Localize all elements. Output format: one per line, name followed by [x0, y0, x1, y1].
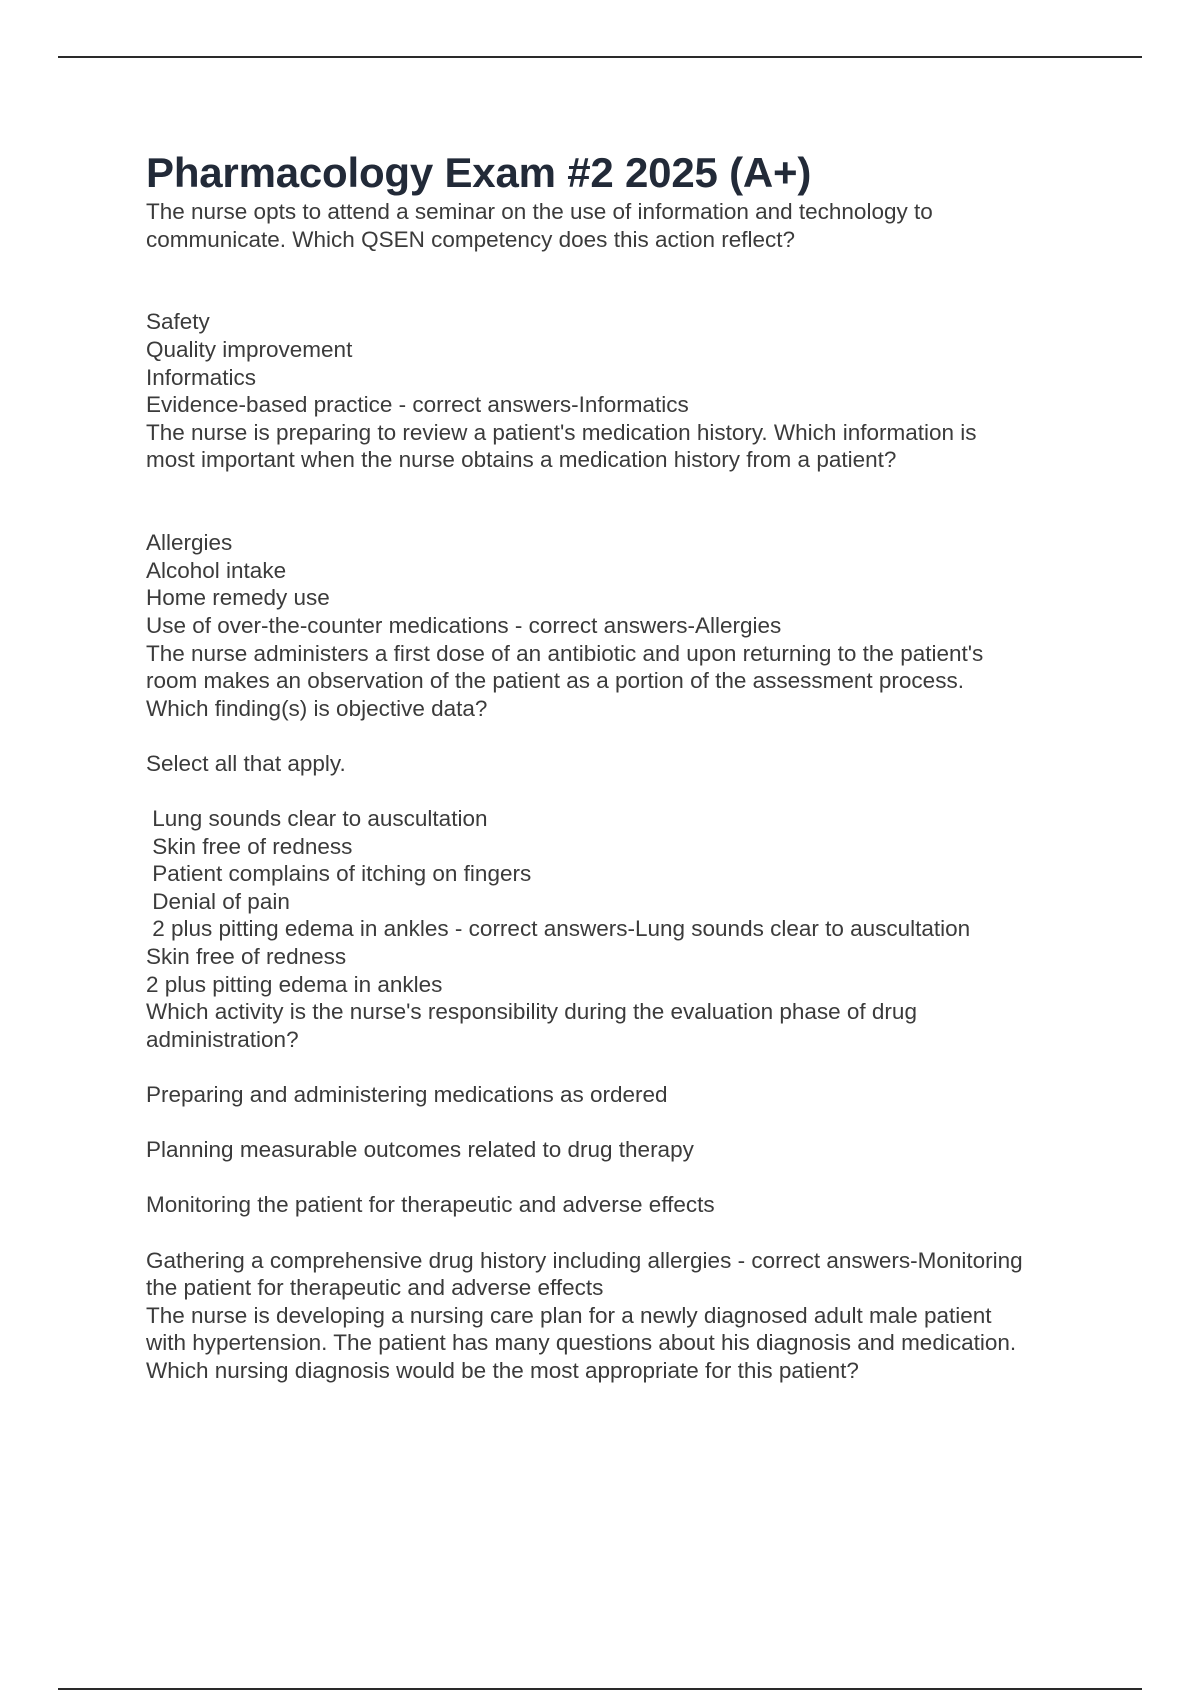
answer-option: Skin free of redness: [146, 944, 347, 970]
question-text: Which finding(s) is objective data?: [146, 695, 488, 721]
question-text: administration?: [146, 1026, 299, 1052]
answer-option: Quality improvement: [146, 336, 353, 362]
answer-option: Informatics: [146, 364, 257, 390]
answer-option: Use of over-the-counter medications - correct answers-Allergies: [146, 612, 782, 638]
question-text: The nurse is developing a nursing care plan for a newly diagnosed adult male patient: [146, 1302, 992, 1328]
answer-option: Home remedy use: [146, 585, 330, 611]
question-text: The nurse administers a first dose of an antibiotic and upon returning to the patient's: [146, 640, 984, 666]
question-text: Which nursing diagnosis would be the most appropriate for this patient?: [146, 1357, 859, 1383]
answer-option: Preparing and administering medications as ordered: [146, 1082, 668, 1107]
question-text: room makes an observation of the patient as a portion of the assessment process.: [146, 668, 964, 694]
answer-option: Alcohol intake: [146, 557, 287, 583]
question-text: The nurse opts to attend a seminar on the use of information and technology to: [146, 199, 933, 224]
answer-option: Denial of pain: [146, 888, 290, 914]
answer-option: Lung sounds clear to auscultation: [146, 806, 488, 832]
answer-option: Patient complains of itching on fingers: [146, 861, 532, 887]
question-text: with hypertension. The patient has many questions about his diagnosis and medication.: [146, 1330, 1017, 1356]
answer-option: Safety: [146, 309, 210, 335]
question-2: [146, 419, 1096, 640]
answer-option: Skin free of redness: [146, 833, 353, 859]
page-content: [146, 148, 1096, 1385]
answer-option: Planning measurable outcomes related to drug therapy: [146, 1137, 694, 1163]
question-text: Which activity is the nurse's responsibility during the evaluation phase of drug: [146, 999, 917, 1025]
answer-option: 2 plus pitting edema in ankles - correct answers-Lung sounds clear to auscultation: [146, 916, 971, 942]
page-title: Pharmacology Exam #2 2025 (A+): [146, 149, 812, 196]
answer-option: the patient for therapeutic and adverse effects: [146, 1275, 604, 1301]
answer-option: Gathering a comprehensive drug history including allergies - correct answers-Monitoring: [146, 1247, 1023, 1273]
answer-option: Allergies: [146, 530, 233, 556]
exam-body: [146, 198, 1096, 1385]
question-text: communicate. Which QSEN competency does this action reflect?: [146, 226, 796, 252]
bottom-rule: [58, 1688, 1142, 1690]
instruction-text: Select all that apply.: [146, 750, 346, 776]
answer-option: 2 plus pitting edema in ankles: [146, 971, 443, 997]
question-3: [146, 640, 1096, 999]
question-1: [146, 198, 1096, 419]
question-text: most important when the nurse obtains a medication history from a patient?: [146, 447, 897, 473]
question-text: The nurse is preparing to review a patient's medication history. Which information is: [146, 419, 977, 445]
top-rule: [58, 56, 1142, 58]
answer-option: Monitoring the patient for therapeutic and adverse effects: [146, 1192, 715, 1218]
question-4: [146, 998, 1096, 1302]
answer-option: Evidence-based practice - correct answers-Informatics: [146, 392, 689, 418]
question-5: [146, 1302, 1096, 1385]
